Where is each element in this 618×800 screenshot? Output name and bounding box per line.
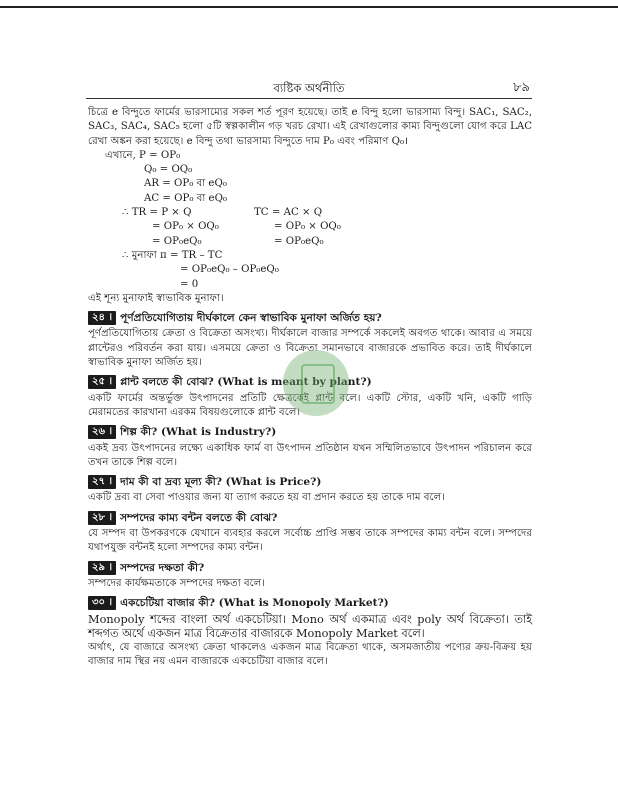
eq-ar: AR = OP₀ বা eQ₀ [144,178,227,190]
page-number: ৮৯ [513,80,530,95]
eq-tc-1: TC = AC × Q [254,207,323,219]
question-title: প্লান্ট বলতে কী বোঝ? (What is meant by plant?) [120,376,372,389]
eq-ac: AC = OP₀ বা eQ₀ [144,192,228,204]
question-title: দাম কী বা দ্রব্য মূল্য কী? (What is Price?) [120,476,322,489]
question-title: শিল্প কী? (What is Industry?) [120,426,277,439]
question-number: ২৪ । [88,311,116,325]
tr-tc-block [88,206,532,249]
eq-tc-3: = OP₀eQ₀ [274,235,324,247]
eq-tr-2: = OP₀ × OQ₀ [152,221,219,233]
eq-tc-2: = OP₀ × OQ₀ [274,221,341,233]
answer-text: Monopoly শব্দের বাংলা অর্থ একচেটিয়া। Mono অর্থ একমাত্র এবং poly অর্থ বিক্রেতা। তাই শব্দগত অর্থে একজন মাত্র বিক্রেতার বাজারকে Monopoly Market বলে। [88,612,532,640]
running-title: ব্যষ্টিক অর্থনীতি [273,81,345,95]
conclusion-text: এই শূন্য মুনাফাই স্বাভাবিক মুনাফা। [88,292,224,304]
eq-where: এখানে, P = OP₀ [105,149,181,161]
top-border-line [0,6,618,8]
question-number: ২৯ । [88,561,116,575]
answer-text: যে সম্পদ বা উপকরণকে যেখানে ব্যবহার করলে সর্বোচ্চ প্রাপ্তি সম্ভব তাকে সম্পদের কাম্য বন্টন বলে। সম্পদের যথাপযুক্ত বন্টনই হলো সম্পদের কাম্য বন্টন। [88,528,532,554]
eq-profit-1: ∴ মুনাফা π = TR – TC [122,249,223,261]
tr-column [88,206,254,249]
qa-29 [88,561,532,592]
answer-text: সম্পদের কার্যক্ষমতাকে সম্পদের দক্ষতা বলে। [88,577,265,589]
eq-tr-3: = OP₀eQ₀ [152,235,202,247]
question-number: ২৭ । [88,475,116,489]
qa-27 [88,475,532,506]
question-title: সম্পদের কাম্য বন্টন বলতে কী বোঝ? [120,511,278,524]
question-title: সম্পদের দক্ষতা কী? [120,561,205,574]
question-number: ২৮ । [88,511,116,525]
question-title: একচেটিয়া বাজার কী? (What is Monopoly Market?) [120,597,389,610]
qa-28 [88,511,532,556]
question-number: ২৬ । [88,425,116,439]
qa-30 [88,596,532,669]
answer-text: একই দ্রব্য উৎপাদনের লক্ষ্যে একাধিক ফার্ম বা উৎপাদন প্রতিষ্ঠান যখন সম্মিলিতভাবে উৎপাদন পরিচালন করে তখন তাকে শিল্প বলে। [88,442,532,468]
intro-paragraph: চিত্রে e বিন্দুতে ফার্মের ভারসাম্যের সকল শর্ত পূরণ হয়েছে। তাই e বিন্দু হলো ভারসাম্য বিন্দু। SAC₁, SAC₂, SAC₃, SAC₄, SAC₅ হলো ৫টি স্বল্পকালীন গড় খরচ রেখা। এই রেখাগুলোর কাম্য বিন্দুগুলো যোগ করে LAC রেখা অঙ্কন করা হয়েছে। e বিন্দু তথা ভারসাম্য বিন্দুতে দাম P₀ এবং পরিমাণ Q₀। [88,107,532,147]
eq-profit-3: = 0 [180,278,199,290]
question-title: পূর্ণপ্রতিযোগিতায় দীর্ঘকালে কেন স্বাভাবিক মুনাফা অর্জিত হয়? [120,312,382,325]
watermark-logo-icon [283,350,349,416]
math-block [88,149,532,292]
page-header [86,78,532,99]
eq-q0: Q₀ = OQ₀ [144,164,193,176]
answer-text: পূর্ণপ্রতিযোগিতায় ক্রেতা ও বিক্রেতা অসংখ্য। দীর্ঘকালে বাজার সম্পর্কে সকলেই অবগত থাকে। আবার এ সময়ে প্লান্টেরও পরিবর্তন করা যায়। এসময়ে ক্রেতা ও বিক্রেতা সমানভাবে বাজারকে প্রভাবিত করে। তাই দীর্ঘকালে স্বাভাবিক মুনাফা অর্জিত হয়। [88,328,532,369]
question-number: ২৫ । [88,375,116,389]
eq-profit-2: = OP₀eQ₀ – OP₀eQ₀ [180,264,279,276]
answer-text: একটি ফার্মের অন্তর্ভুক্ত উৎপাদনের প্রতিটি ক্ষেত্রকেই প্লান্ট বলে। একটি স্টোর, একটি খনি, একটি গাড়ি মেরামতের কারখানা এরকম বিষয়গুলোকে প্লান্ট বলে। [88,392,532,418]
eq-tr-1: ∴ TR = P × Q [122,207,192,219]
question-number: ৩০ । [88,596,116,610]
tc-column [254,206,532,249]
qa-26 [88,425,532,470]
answer-text: একটি দ্রব্য বা সেবা পাওয়ার জন্য যা ত্যাগ করতে হয় বা প্রদান করতে হয় তাকে দাম বলে। [88,492,445,504]
answer-text-2: অর্থাৎ, যে বাজারে অসংখ্য ক্রেতা থাকলেও একজন মাত্র বিক্রেতা থাকে, অসমজাতীয় পণ্যের ক্রয়-বিক্রয় হয় বাজার দাম স্থির নয় এমন বাজারকে একচেটিয়া বাজার বলে। [88,642,532,668]
